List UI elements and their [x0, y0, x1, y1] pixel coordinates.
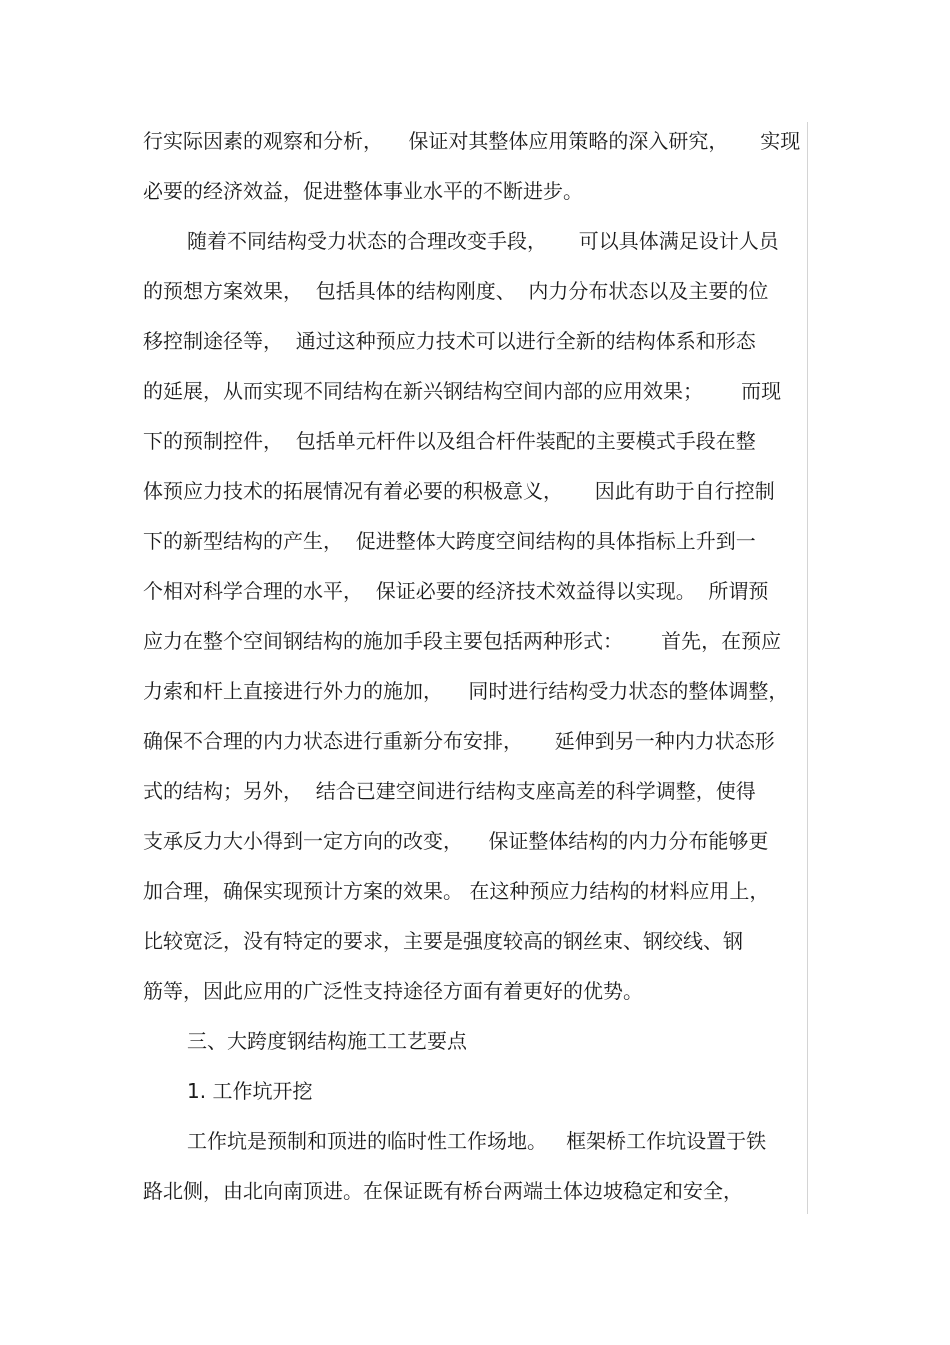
text-line: 确保不合理的内力状态进行重新分布安排， 延伸到另一种内力状态形 [143, 729, 775, 753]
text-line: 个相对科学合理的水平， 保证必要的经济技术效益得以实现。 所谓预 [143, 579, 769, 603]
document-body [143, 116, 815, 1216]
paragraph-start-line: 工作坑是预制和顶进的临时性工作场地。 框架桥工作坑设置于铁 [187, 1129, 767, 1153]
text-line: 体预应力技术的拓展情况有着必要的积极意义， 因此有助于自行控制 [143, 479, 775, 503]
text-line: 式的结构；另外， 结合已建空间进行结构支座高差的科学调整，使得 [143, 779, 756, 803]
text-line: 下的新型结构的产生， 促进整体大跨度空间结构的具体指标上升到一 [143, 529, 756, 553]
text-line: 力索和杆上直接进行外力的施加， 同时进行结构受力状态的整体调整， [143, 679, 789, 703]
text-line: 应力在整个空间钢结构的施加手段主要包括两种形式： 首先，在预应 [143, 629, 782, 653]
text-line: 筋等，因此应用的广泛性支持途径方面有着更好的优势。 [143, 979, 643, 1003]
text-line: 下的预制控件， 包括单元杆件以及组合杆件装配的主要模式手段在整 [143, 429, 756, 453]
text-line: 必要的经济效益，促进整体事业水平的不断进步。 [143, 179, 583, 203]
paragraph-start-line: 随着不同结构受力状态的合理改变手段， 可以具体满足设计人员 [187, 229, 779, 253]
section-heading: 三、大跨度钢结构施工工艺要点 [187, 1029, 467, 1053]
text-line: 的延展，从而实现不同结构在新兴钢结构空间内部的应用效果； 而现 [143, 379, 782, 403]
text-line: 支承反力大小得到一定方向的改变， 保证整体结构的内力分布能够更 [143, 829, 769, 853]
text-line: 移控制途径等， 通过这种预应力技术可以进行全新的结构体系和形态 [143, 329, 756, 353]
text-line: 行实际因素的观察和分析， 保证对其整体应用策略的深入研究， 实现 [143, 129, 801, 153]
text-line: 比较宽泛，没有特定的要求，主要是强度较高的钢丝束、钢绞线、钢 [143, 929, 743, 953]
text-line: 的预想方案效果， 包括具体的结构刚度、 内力分布状态以及主要的位 [143, 279, 769, 303]
text-line: 加合理，确保实现预计方案的效果。 在这种预应力结构的材料应用上， [143, 879, 770, 903]
subsection-heading: 1. 工作坑开挖 [187, 1079, 313, 1103]
text-line: 路北侧，由北向南顶进。在保证既有桥台两端土体边坡稳定和安全， [143, 1179, 743, 1203]
